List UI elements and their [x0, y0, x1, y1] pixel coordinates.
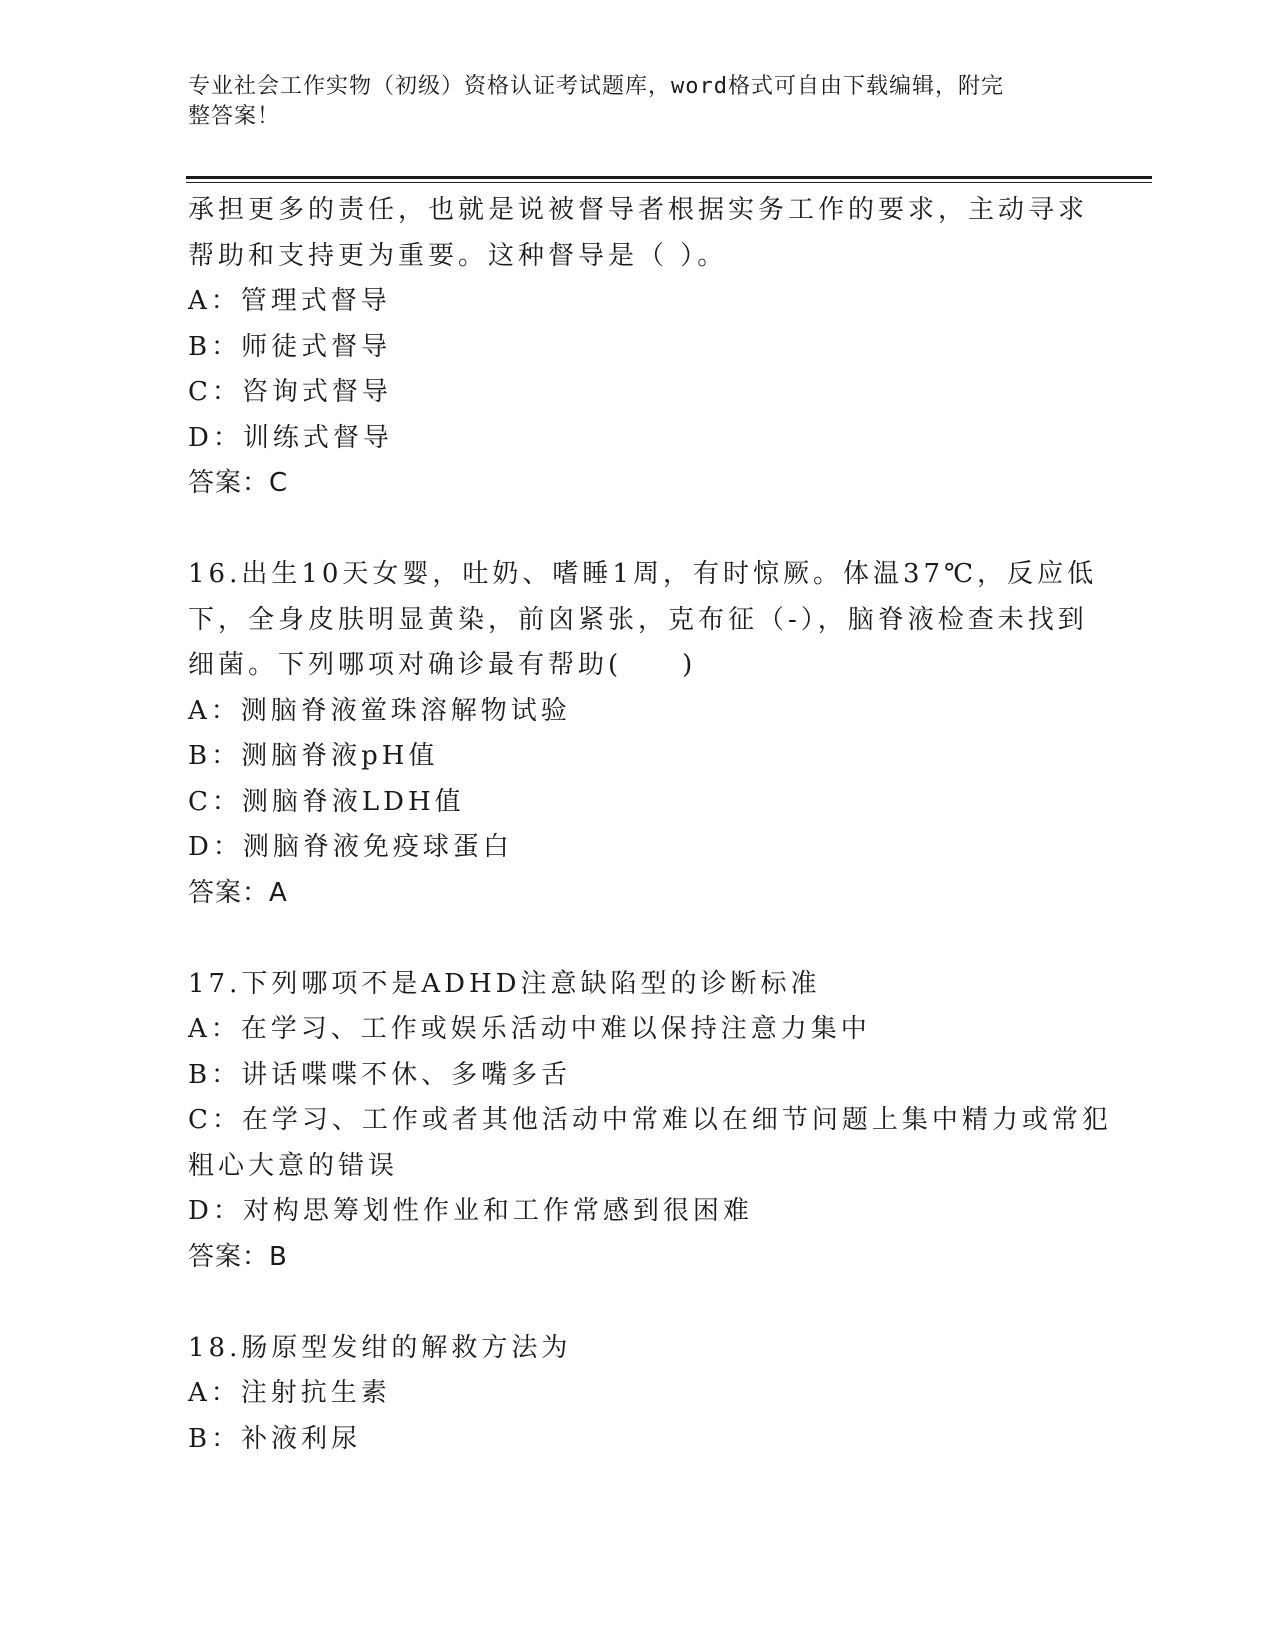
- question-stem-line: 18.肠原型发绀的解救方法为: [188, 1332, 572, 1363]
- option-a: A：在学习、工作或娱乐活动中难以保持注意力集中: [188, 1014, 871, 1044]
- header-rule-thin: [186, 182, 1152, 183]
- question-stem-line: 帮助和支持更为重要。这种督导是（ ）。: [188, 240, 728, 271]
- option-d: D：对构思筹划性作业和工作常感到很困难: [188, 1196, 753, 1226]
- spacer: [188, 916, 1068, 962]
- option-b: B：补液利尿: [188, 1423, 362, 1454]
- question-16: [188, 552, 1098, 916]
- answer: 答案：B: [188, 1241, 288, 1272]
- option-c: C：在学习、工作或者其他活动中常难以在细节问题上集中精力或常犯: [188, 1105, 1112, 1135]
- question-stem-line: 下，全身皮肤明显黄染，前囟紧张，克布征（-），脑脊液检查未找到: [188, 604, 1088, 635]
- answer: 答案：A: [188, 877, 288, 908]
- header-line-1: 专业社会工作实物（初级）资格认证考试题库，word格式可自由下载编辑，附完: [188, 74, 1004, 99]
- option-c-continued: 粗心大意的错误: [188, 1150, 399, 1181]
- question-stem-line: 16.出生10天女婴，吐奶、嗜睡1周，有时惊厥。体温37℃，反应低: [188, 559, 1098, 589]
- option-b: B：测脑脊液pH值: [188, 741, 439, 771]
- option-d: D：训练式督导: [188, 422, 393, 453]
- question-stem-line: 17.下列哪项不是ADHD注意缺陷型的诊断标准: [188, 968, 821, 999]
- option-a: A：测脑脊液鲎珠溶解物试验: [188, 695, 571, 726]
- question-stem-line: 细菌。下列哪项对确诊最有帮助( ): [188, 650, 697, 680]
- option-a: A：注射抗生素: [188, 1378, 391, 1408]
- header-line-2: 整答案！: [188, 104, 281, 129]
- option-c: C：咨询式督导: [188, 377, 392, 407]
- question-list: [188, 188, 1112, 1462]
- option-b: B：讲话喋喋不休、多嘴多舌: [188, 1059, 572, 1090]
- question-18: [188, 1326, 1068, 1463]
- answer: 答案：C: [188, 468, 289, 498]
- option-c: C：测脑脊液LDH值: [188, 786, 465, 817]
- option-a: A：管理式督导: [188, 286, 391, 316]
- spacer: [188, 1280, 1068, 1326]
- spacer: [188, 507, 1068, 553]
- page-header: [188, 72, 1068, 132]
- option-b: B：师徒式督导: [188, 331, 392, 362]
- header-rule-thick: [186, 176, 1152, 179]
- question-17: [188, 962, 1112, 1281]
- question-15: [188, 188, 1089, 507]
- option-d: D：测脑脊液免疫球蛋白: [188, 832, 513, 862]
- question-stem-line: 承担更多的责任，也就是说被督导者根据实务工作的要求，主动寻求: [188, 195, 1089, 225]
